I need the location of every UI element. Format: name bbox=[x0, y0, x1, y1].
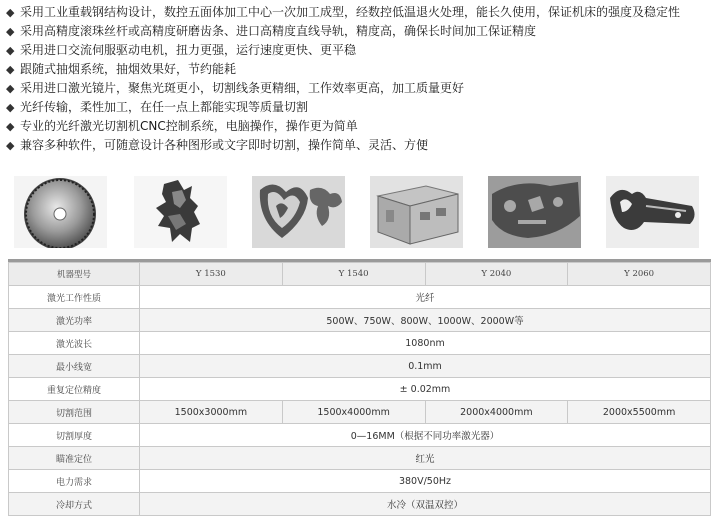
spec-value: 红光 bbox=[140, 447, 711, 470]
model-cell: Y 1540 bbox=[282, 263, 425, 286]
range-cell: 1500x4000mm bbox=[282, 401, 425, 424]
spec-value: ± 0.02mm bbox=[140, 378, 711, 401]
table-row bbox=[9, 493, 711, 516]
heart-cutout-photo bbox=[252, 176, 345, 248]
spec-value: 1080nm bbox=[140, 332, 711, 355]
range-cell: 2000x5500mm bbox=[568, 401, 711, 424]
diamond-bullet-icon: ◆ bbox=[6, 44, 15, 57]
spec-value: 光纤 bbox=[140, 286, 711, 309]
feature-item: ◆ 光纤传输，柔性加工，在任一点上都能实现等质量切割 bbox=[6, 98, 712, 117]
spec-label: 电力需求 bbox=[9, 470, 140, 493]
spec-label: 激光波长 bbox=[9, 332, 140, 355]
lion-emblem-photo bbox=[134, 176, 227, 248]
range-cell: 2000x4000mm bbox=[425, 401, 568, 424]
spec-label: 冷却方式 bbox=[9, 493, 140, 516]
table-row bbox=[9, 447, 711, 470]
spec-value: 380V/50Hz bbox=[140, 470, 711, 493]
feature-list bbox=[6, 3, 712, 155]
diamond-bullet-icon: ◆ bbox=[6, 120, 15, 133]
feature-item: ◆ 采用高精度滚珠丝杆或高精度研磨齿条、进口高精度直线导轨，精度高，确保长时间加工保证精度 bbox=[6, 22, 712, 41]
steel-box-photo bbox=[370, 176, 463, 248]
spec-label: 切割范围 bbox=[9, 401, 140, 424]
feature-item: ◆ 采用工业重载钢结构设计，数控五面体加工中心一次加工成型，经数控低温退火处理，能长久使用，保证机床的强度及稳定性 bbox=[6, 3, 712, 22]
model-cell: Y 2060 bbox=[568, 263, 711, 286]
diamond-bullet-icon: ◆ bbox=[6, 101, 15, 114]
feature-item: ◆ 专业的光纤激光切割机CNC控制系统，电脑操作，操作更为简单 bbox=[6, 117, 712, 136]
spec-label: 激光功率 bbox=[9, 309, 140, 332]
table-row bbox=[9, 309, 711, 332]
diamond-bullet-icon: ◆ bbox=[6, 82, 15, 95]
spec-label: 最小线宽 bbox=[9, 355, 140, 378]
table-row bbox=[9, 332, 711, 355]
metal-tool-plate-photo bbox=[488, 176, 581, 248]
sample-photo-strip bbox=[14, 176, 710, 248]
saw-blade-photo bbox=[14, 176, 107, 248]
range-cell: 1500x3000mm bbox=[140, 401, 283, 424]
table-row bbox=[9, 263, 711, 286]
spec-label: 激光工作性质 bbox=[9, 286, 140, 309]
spec-label: 机器型号 bbox=[9, 263, 140, 286]
spec-label: 重复定位精度 bbox=[9, 378, 140, 401]
diamond-bullet-icon: ◆ bbox=[6, 25, 15, 38]
table-row bbox=[9, 470, 711, 493]
feature-item: ◆ 跟随式抽烟系统，抽烟效果好，节约能耗 bbox=[6, 60, 712, 79]
table-row bbox=[9, 378, 711, 401]
spec-value: 水冷（双温双控） bbox=[140, 493, 711, 516]
diamond-bullet-icon: ◆ bbox=[6, 139, 15, 152]
spec-label: 切割厚度 bbox=[9, 424, 140, 447]
spec-table bbox=[8, 262, 711, 516]
spec-label: 瞄准定位 bbox=[9, 447, 140, 470]
feature-item: ◆ 采用进口交流伺服驱动电机，扭力更强，运行速度更快、更平稳 bbox=[6, 41, 712, 60]
table-row bbox=[9, 424, 711, 447]
spec-value: 500W、750W、800W、1000W、2000W等 bbox=[140, 309, 711, 332]
diamond-bullet-icon: ◆ bbox=[6, 63, 15, 76]
table-row bbox=[9, 286, 711, 309]
feature-item: ◆ 兼容多种软件，可随意设计各种图形或文字即时切割，操作简单、灵活、方便 bbox=[6, 136, 712, 155]
diamond-bullet-icon: ◆ bbox=[6, 6, 15, 19]
table-row bbox=[9, 355, 711, 378]
spec-value: 0.1mm bbox=[140, 355, 711, 378]
spec-value: 0—16MM（根据不同功率激光器） bbox=[140, 424, 711, 447]
table-row bbox=[9, 401, 711, 424]
model-cell: Y 1530 bbox=[140, 263, 283, 286]
wrench-tool-photo bbox=[606, 176, 699, 248]
feature-item: ◆ 采用进口激光镜片，聚焦光斑更小，切割线条更精细，工作效率更高，加工质量更好 bbox=[6, 79, 712, 98]
model-cell: Y 2040 bbox=[425, 263, 568, 286]
